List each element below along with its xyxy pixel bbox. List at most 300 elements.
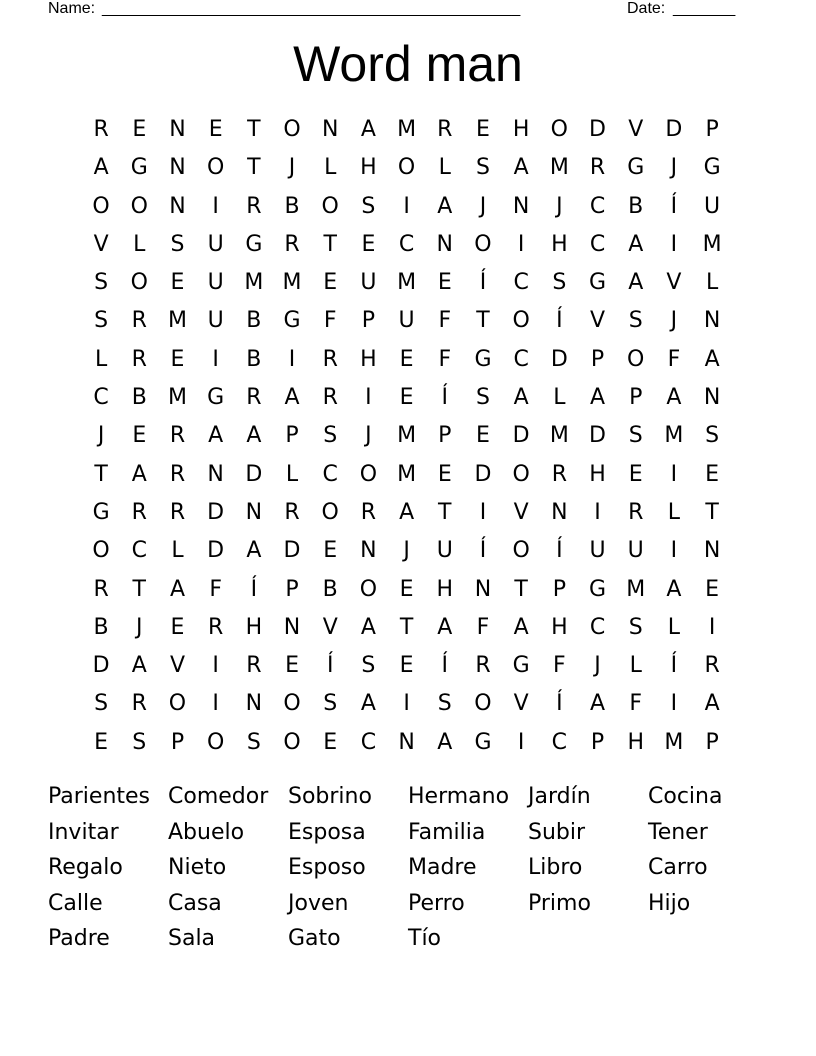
grid-letter: R bbox=[93, 576, 109, 602]
grid-letter: A bbox=[704, 691, 720, 717]
grid-letter: P bbox=[285, 576, 299, 602]
word-list-item: Esposa bbox=[288, 819, 366, 845]
grid-letter: C bbox=[589, 231, 606, 257]
grid-letter: O bbox=[321, 499, 339, 525]
grid-letter: T bbox=[132, 576, 146, 602]
grid-letter: A bbox=[360, 117, 376, 142]
grid-letter: S bbox=[552, 270, 567, 296]
grid-letter: P bbox=[285, 423, 299, 449]
grid-letter: S bbox=[132, 729, 147, 755]
word-list-item: Comedor bbox=[168, 784, 269, 809]
grid-letter: A bbox=[666, 385, 682, 411]
word-list-item: Parientes bbox=[48, 784, 151, 809]
grid-letter: M bbox=[549, 155, 569, 181]
grid-letter: D bbox=[245, 461, 263, 487]
grid-letter: I bbox=[670, 231, 678, 257]
grid-letter: N bbox=[703, 385, 721, 411]
grid-letter: A bbox=[131, 653, 147, 679]
grid-letter: T bbox=[94, 461, 108, 487]
grid-letter: T bbox=[514, 576, 528, 602]
grid-letter: N bbox=[169, 117, 186, 142]
grid-letter: O bbox=[512, 308, 530, 334]
grid-letter: E bbox=[361, 231, 376, 257]
grid-letter: E bbox=[170, 614, 185, 640]
grid-letter: A bbox=[246, 423, 262, 449]
grid-letter: O bbox=[206, 729, 225, 755]
grid-letter: P bbox=[361, 308, 376, 334]
grid-letter: R bbox=[131, 346, 147, 372]
grid-letter: I bbox=[479, 499, 487, 525]
grid-letter: O bbox=[397, 155, 416, 181]
word-list-item: Subir bbox=[528, 819, 586, 845]
grid-letter: A bbox=[666, 576, 682, 602]
grid-letter: N bbox=[398, 729, 415, 755]
grid-letter: R bbox=[589, 155, 606, 181]
grid-letter: S bbox=[94, 270, 109, 296]
header-fields bbox=[48, 0, 748, 20]
grid-letter: Í bbox=[250, 576, 258, 602]
grid-letter: A bbox=[399, 499, 415, 525]
grid-letter: G bbox=[474, 729, 492, 755]
grid-letter: E bbox=[437, 270, 452, 296]
grid-letter: A bbox=[169, 576, 185, 602]
grid-letter: U bbox=[627, 538, 644, 564]
grid-letter: J bbox=[136, 614, 143, 640]
grid-letter: U bbox=[589, 538, 606, 564]
grid-letter: E bbox=[208, 117, 223, 142]
grid-letter: O bbox=[627, 346, 645, 372]
grid-letter: R bbox=[322, 385, 338, 411]
grid-letter: L bbox=[667, 614, 681, 640]
grid-letter: V bbox=[169, 653, 185, 679]
word-list-item: Madre bbox=[408, 855, 477, 880]
grid-letter: H bbox=[551, 231, 568, 257]
grid-letter: T bbox=[705, 499, 719, 525]
grid-letter: O bbox=[550, 117, 568, 142]
grid-letter: I bbox=[708, 614, 716, 640]
grid-letter: I bbox=[212, 193, 219, 219]
grid-letter: A bbox=[437, 193, 453, 219]
word-list-item: Casa bbox=[168, 890, 222, 916]
grid-letter: T bbox=[247, 155, 261, 181]
grid-letter: G bbox=[512, 653, 530, 679]
grid-letter: O bbox=[359, 461, 378, 487]
grid-letter: J bbox=[288, 155, 296, 181]
grid-letter: O bbox=[512, 461, 530, 487]
grid-letter: M bbox=[664, 729, 684, 755]
grid-letter: A bbox=[360, 614, 376, 640]
grid-letter: R bbox=[169, 423, 186, 449]
grid-letter: M bbox=[282, 270, 302, 296]
grid-letter: M bbox=[626, 576, 646, 602]
grid-letter: A bbox=[513, 155, 529, 181]
grid-letter: E bbox=[399, 653, 414, 679]
word-list-item: Joven bbox=[288, 890, 349, 916]
grid-letter: R bbox=[208, 614, 224, 640]
grid-letter: Í bbox=[670, 653, 678, 679]
grid-letter: T bbox=[438, 499, 452, 525]
grid-letter: N bbox=[703, 538, 721, 564]
grid-letter: S bbox=[361, 653, 376, 679]
grid-letter: D bbox=[92, 653, 110, 679]
grid-letter: T bbox=[399, 614, 414, 640]
grid-letter: N bbox=[703, 308, 721, 334]
grid-letter: O bbox=[130, 270, 148, 296]
grid-letter: R bbox=[246, 385, 262, 411]
grid-letter: L bbox=[438, 155, 451, 181]
grid-letter: O bbox=[206, 155, 225, 181]
grid-letter: A bbox=[513, 385, 529, 411]
grid-letter: O bbox=[92, 538, 110, 564]
grid-letter: C bbox=[551, 729, 568, 755]
grid-letter: V bbox=[628, 117, 644, 142]
word-list-item: Sala bbox=[168, 926, 216, 951]
grid-letter: S bbox=[323, 423, 338, 449]
grid-letter: D bbox=[589, 117, 606, 142]
word-list-item: Primo bbox=[528, 890, 591, 916]
grid-letter: N bbox=[245, 499, 263, 525]
grid-letter: O bbox=[474, 691, 492, 717]
grid-letter: H bbox=[551, 614, 568, 640]
grid-letter: F bbox=[667, 346, 681, 372]
grid-letter: B bbox=[284, 193, 300, 219]
grid-letter: E bbox=[323, 270, 338, 296]
grid-letter: G bbox=[589, 270, 607, 296]
grid-letter: M bbox=[397, 117, 417, 142]
grid-letter: V bbox=[513, 499, 529, 525]
grid-letter: R bbox=[704, 653, 720, 679]
grid-letter: H bbox=[512, 117, 530, 142]
grid-letter: G bbox=[589, 576, 607, 602]
grid-letter: P bbox=[705, 117, 719, 142]
grid-letter: M bbox=[397, 423, 417, 449]
grid-letter: N bbox=[474, 576, 492, 602]
grid-letter: E bbox=[476, 117, 490, 142]
grid-letter: E bbox=[94, 729, 109, 755]
grid-letter: G bbox=[474, 346, 492, 372]
grid-letter: M bbox=[664, 423, 684, 449]
grid-letter: T bbox=[476, 308, 490, 334]
grid-letter: E bbox=[170, 270, 185, 296]
grid-letter: C bbox=[93, 385, 109, 411]
grid-letter: O bbox=[283, 729, 301, 755]
grid-letter: R bbox=[628, 499, 644, 525]
grid-letter: M bbox=[244, 270, 264, 296]
grid-letter: C bbox=[589, 193, 606, 219]
grid-letter: L bbox=[667, 499, 681, 525]
grid-letter: O bbox=[359, 576, 378, 602]
word-list-item: Hermano bbox=[408, 784, 510, 809]
grid-letter: U bbox=[207, 231, 224, 257]
grid-letter: M bbox=[167, 308, 187, 334]
grid-letter: F bbox=[438, 308, 452, 334]
grid-letter: T bbox=[247, 117, 261, 142]
grid-letter: N bbox=[360, 538, 377, 564]
grid-letter: R bbox=[360, 499, 377, 525]
word-list-item: Nieto bbox=[168, 855, 227, 880]
grid-letter: L bbox=[324, 155, 337, 181]
grid-letter: P bbox=[552, 576, 566, 602]
date-blank-line: _______ bbox=[673, 0, 736, 17]
grid-letter: R bbox=[551, 461, 567, 487]
grid-letter: S bbox=[475, 155, 490, 181]
grid-letter: L bbox=[94, 346, 108, 372]
grid-letter: P bbox=[438, 423, 452, 449]
grid-letter: R bbox=[93, 117, 109, 142]
grid-letter: H bbox=[589, 461, 606, 487]
grid-letter: J bbox=[670, 155, 678, 181]
grid-letter: A bbox=[131, 461, 147, 487]
grid-letter: L bbox=[629, 653, 642, 679]
grid-letter: A bbox=[590, 385, 606, 411]
grid-letter: J bbox=[97, 423, 105, 449]
grid-letter: R bbox=[246, 193, 262, 219]
grid-letter: E bbox=[132, 117, 147, 142]
name-label: Name: bbox=[48, 0, 96, 17]
grid-letter: Í bbox=[479, 270, 487, 296]
grid-letter: Í bbox=[441, 385, 449, 411]
grid-letter: Í bbox=[479, 538, 487, 564]
grid-letter: R bbox=[131, 308, 147, 334]
grid-letter: Í bbox=[441, 653, 449, 679]
grid-letter: N bbox=[321, 117, 339, 142]
grid-letter: A bbox=[437, 729, 453, 755]
grid-letter: L bbox=[285, 461, 299, 487]
grid-letter: N bbox=[436, 231, 454, 257]
grid-letter: E bbox=[628, 461, 643, 487]
word-list-item: Perro bbox=[408, 890, 465, 916]
grid-letter: D bbox=[207, 499, 225, 525]
grid-letter: C bbox=[589, 614, 606, 640]
grid-letter: I bbox=[212, 653, 219, 679]
grid-letter: S bbox=[170, 231, 185, 257]
grid-letter: I bbox=[670, 691, 678, 717]
grid-letter: N bbox=[551, 499, 568, 525]
word-list-item: Tener bbox=[648, 819, 708, 845]
word-list bbox=[48, 779, 768, 957]
grid-letter: R bbox=[284, 231, 300, 257]
grid-letter: L bbox=[705, 270, 719, 296]
grid-letter: S bbox=[361, 193, 376, 219]
grid-letter: R bbox=[284, 499, 300, 525]
word-list-item: Hijo bbox=[648, 890, 691, 916]
word-list-item: Libro bbox=[528, 855, 583, 880]
grid-letter: H bbox=[245, 614, 263, 640]
grid-letter: E bbox=[399, 346, 414, 372]
grid-letter: C bbox=[398, 231, 415, 257]
grid-letter: E bbox=[399, 576, 414, 602]
grid-letter: V bbox=[322, 614, 338, 640]
grid-letter: Í bbox=[556, 691, 563, 717]
grid-letter: S bbox=[628, 614, 643, 640]
grid-letter: Í bbox=[670, 193, 678, 219]
grid-letter: B bbox=[246, 308, 262, 334]
grid-letter: I bbox=[365, 385, 372, 411]
word-list-item: Tío bbox=[408, 926, 442, 951]
grid-letter: O bbox=[321, 193, 339, 219]
grid-letter: I bbox=[403, 691, 410, 717]
grid-letter: E bbox=[323, 729, 338, 755]
grid-letter: M bbox=[397, 461, 417, 487]
grid-letter: A bbox=[704, 346, 720, 372]
grid-letter: A bbox=[208, 423, 224, 449]
grid-letter: E bbox=[705, 461, 720, 487]
grid-letter: S bbox=[94, 691, 109, 717]
grid-letter: D bbox=[474, 461, 492, 487]
grid-letter: I bbox=[517, 729, 525, 755]
grid-letter: E bbox=[285, 653, 299, 679]
grid-letter: G bbox=[283, 308, 301, 334]
grid-letter: P bbox=[170, 729, 185, 755]
grid-letter: S bbox=[628, 423, 643, 449]
grid-letter: P bbox=[590, 346, 605, 372]
grid-letter: O bbox=[512, 538, 530, 564]
grid-letter: A bbox=[590, 691, 606, 717]
grid-letter: U bbox=[704, 193, 721, 219]
grid-letter: Í bbox=[556, 308, 563, 334]
grid-letter: N bbox=[283, 614, 301, 640]
grid-letter: O bbox=[92, 193, 110, 219]
grid-letter: E bbox=[476, 423, 490, 449]
grid-letter: U bbox=[360, 270, 377, 296]
grid-letter: V bbox=[590, 308, 606, 334]
grid-letter: B bbox=[246, 346, 262, 372]
grid-letter: C bbox=[513, 270, 529, 296]
grid-letter: E bbox=[437, 461, 452, 487]
grid-letter: R bbox=[475, 653, 491, 679]
grid-letter: F bbox=[209, 576, 222, 602]
grid-letter: C bbox=[513, 346, 529, 372]
word-list-item: Invitar bbox=[48, 819, 119, 845]
grid-letter: J bbox=[594, 653, 601, 679]
grid-letter: H bbox=[436, 576, 454, 602]
word-list-item: Jardín bbox=[528, 784, 591, 809]
grid-letter: L bbox=[171, 538, 184, 564]
grid-letter: G bbox=[703, 155, 721, 181]
grid-letter: E bbox=[170, 346, 185, 372]
grid-letter: P bbox=[590, 729, 605, 755]
word-list-item: Regalo bbox=[48, 855, 123, 880]
word-list-item: Calle bbox=[48, 890, 103, 916]
grid-letter: A bbox=[246, 538, 262, 564]
word-list-item: Cocina bbox=[648, 784, 723, 809]
grid-letter: D bbox=[589, 423, 606, 449]
word-list-item: Familia bbox=[408, 819, 486, 845]
grid-letter: H bbox=[627, 729, 644, 755]
grid-letter: D bbox=[550, 346, 568, 372]
grid-letter: R bbox=[246, 653, 262, 679]
grid-letter: C bbox=[360, 729, 377, 755]
grid-letter: H bbox=[360, 155, 377, 181]
word-list-item: Padre bbox=[48, 926, 110, 951]
word-list-item: Abuelo bbox=[168, 819, 245, 845]
grid-letter: C bbox=[131, 538, 147, 564]
grid-letter: T bbox=[323, 231, 337, 257]
grid-letter: V bbox=[93, 231, 109, 257]
grid-letter: I bbox=[594, 499, 601, 525]
grid-letter: F bbox=[629, 691, 643, 717]
grid-letter: F bbox=[553, 653, 566, 679]
grid-letter: P bbox=[705, 729, 719, 755]
grid-letter: E bbox=[705, 576, 720, 602]
grid-letter: S bbox=[705, 423, 720, 449]
grid-letter: L bbox=[133, 231, 146, 257]
grid-letter: E bbox=[323, 538, 338, 564]
grid-letter: G bbox=[627, 155, 645, 181]
grid-letter: N bbox=[512, 193, 530, 219]
grid-letter: S bbox=[323, 691, 338, 717]
grid-letter: E bbox=[399, 385, 414, 411]
name-blank-line: _______________________________________________ bbox=[102, 0, 521, 17]
grid-letter: G bbox=[92, 499, 110, 525]
grid-letter: N bbox=[169, 155, 186, 181]
word-list-item: Carro bbox=[648, 855, 708, 880]
grid-letter: N bbox=[207, 461, 224, 487]
grid-letter: S bbox=[628, 308, 643, 334]
grid-letter: M bbox=[397, 270, 417, 296]
grid-letter: B bbox=[131, 385, 147, 411]
grid-letter: R bbox=[322, 346, 338, 372]
grid-letter: J bbox=[670, 308, 678, 334]
grid-letter: I bbox=[288, 346, 296, 372]
grid-letter: N bbox=[245, 691, 263, 717]
grid-letter: S bbox=[94, 308, 109, 334]
grid-letter: A bbox=[284, 385, 300, 411]
grid-letter: M bbox=[549, 423, 569, 449]
grid-letter: F bbox=[438, 346, 452, 372]
letter-grid bbox=[82, 111, 732, 762]
grid-letter: S bbox=[246, 729, 261, 755]
grid-letter: S bbox=[437, 691, 452, 717]
grid-letter: S bbox=[475, 385, 490, 411]
grid-letter: R bbox=[169, 461, 186, 487]
grid-letter: A bbox=[513, 614, 529, 640]
page-title: Word man bbox=[293, 36, 523, 92]
grid-letter: I bbox=[403, 193, 410, 219]
grid-letter: G bbox=[245, 231, 263, 257]
grid-letter: R bbox=[131, 691, 147, 717]
grid-letter: U bbox=[207, 270, 224, 296]
grid-letter: I bbox=[212, 346, 219, 372]
grid-letter: O bbox=[130, 193, 148, 219]
grid-letter: G bbox=[130, 155, 148, 181]
grid-letter: V bbox=[666, 270, 682, 296]
grid-letter: R bbox=[437, 117, 453, 142]
grid-letter: J bbox=[556, 193, 563, 219]
grid-letter: C bbox=[322, 461, 338, 487]
grid-letter: O bbox=[283, 117, 301, 142]
grid-letter: P bbox=[629, 385, 643, 411]
date-label: Date: bbox=[627, 0, 666, 17]
grid-letter: B bbox=[93, 614, 109, 640]
word-list-item: Gato bbox=[288, 926, 341, 951]
grid-letter: U bbox=[436, 538, 453, 564]
grid-letter: A bbox=[628, 270, 644, 296]
grid-letter: B bbox=[322, 576, 338, 602]
grid-letter: U bbox=[398, 308, 415, 334]
grid-letter: B bbox=[628, 193, 644, 219]
grid-letter: O bbox=[474, 231, 492, 257]
grid-letter: D bbox=[512, 423, 530, 449]
grid-letter: I bbox=[212, 691, 219, 717]
grid-letter: V bbox=[513, 691, 529, 717]
grid-letter: A bbox=[437, 614, 453, 640]
grid-letter: O bbox=[283, 691, 301, 717]
grid-letter: L bbox=[553, 385, 566, 411]
grid-letter: M bbox=[167, 385, 187, 411]
grid-letter: R bbox=[131, 499, 147, 525]
grid-letter: I bbox=[670, 461, 678, 487]
